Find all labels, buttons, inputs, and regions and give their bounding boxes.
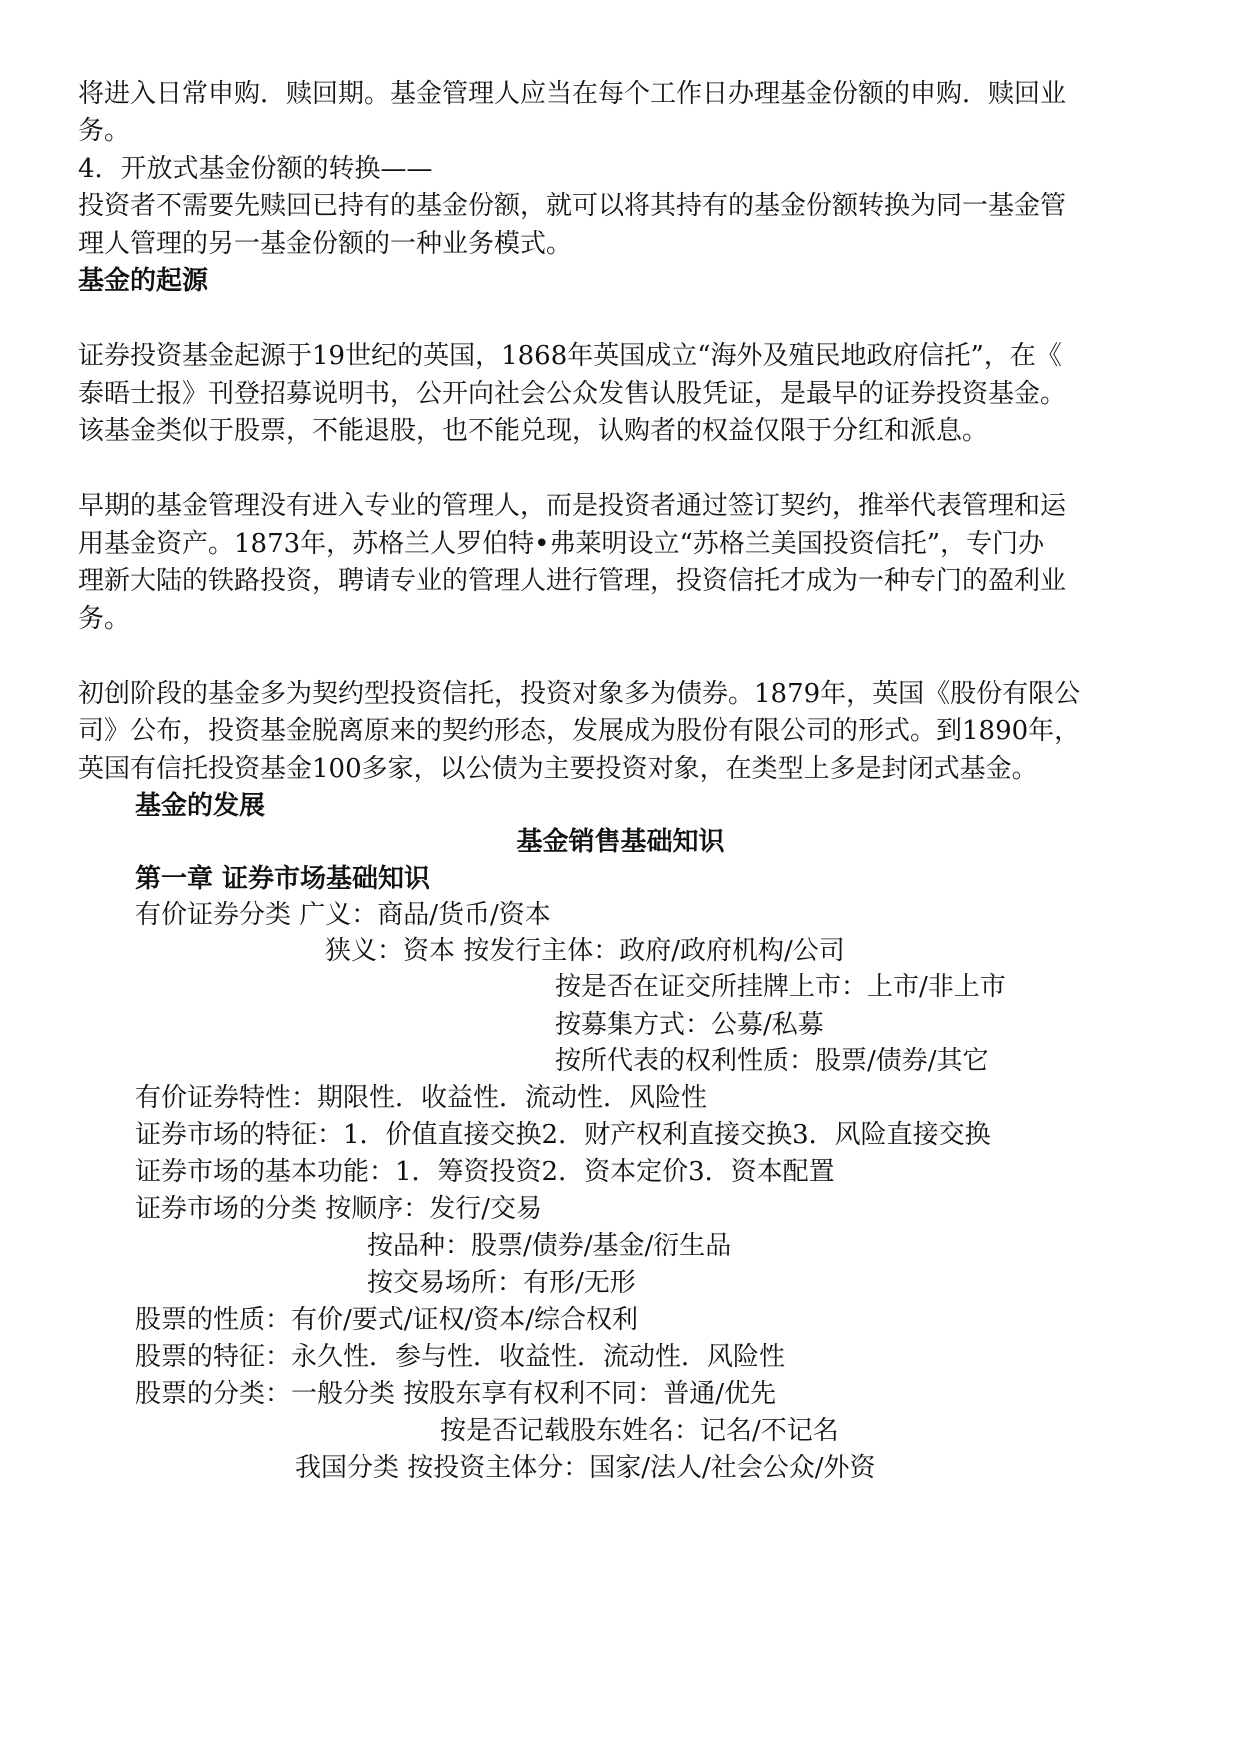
- note-line: 股票的分类：一般分类 按股东享有权利不同：普通/优先: [135, 1379, 777, 1409]
- document-title: 基金销售基础知识: [516, 827, 725, 857]
- section-heading-development: 基金的发展: [135, 791, 266, 821]
- note-line: 按募集方式：公募/私募: [555, 1010, 824, 1040]
- note-line: 有价证券分类 广义：商品/货币/资本: [135, 900, 551, 930]
- intro-line-5: 理人管理的另一基金份额的一种业务模式。: [78, 229, 573, 259]
- note-line: 狭义：资本 按发行主体：政府/政府机构/公司: [325, 936, 845, 966]
- note-line: 按是否记载股东姓名：记名/不记名: [440, 1416, 839, 1446]
- origin-p3-line: 初创阶段的基金多为契约型投资信托，投资对象多为债券。1879年，英国《股份有限公: [78, 679, 1081, 709]
- origin-p2-line: 理新大陆的铁路投资，聘请专业的管理人进行管理，投资信托才成为一种专门的盈利业: [78, 566, 1067, 596]
- note-line: 按交易场所：有形/无形: [367, 1268, 636, 1298]
- note-line: 我国分类 按投资主体分：国家/法人/社会公众/外资: [295, 1453, 876, 1483]
- note-line: 股票的性质：有价/要式/证权/资本/综合权利: [135, 1305, 639, 1335]
- origin-p1-line: 证券投资基金起源于19世纪的英国，1868年英国成立“海外及殖民地政府信托”，在《: [78, 341, 1062, 371]
- note-line: 按是否在证交所挂牌上市：上市/非上市: [555, 972, 1006, 1002]
- origin-p2-line: 用基金资产。1873年，苏格兰人罗伯特•弗莱明设立“苏格兰美国投资信托”，专门办: [78, 529, 1045, 559]
- origin-p2-line: 早期的基金管理没有进入专业的管理人，而是投资者通过签订契约，推举代表管理和运: [78, 491, 1067, 521]
- origin-p3-line: 司》公布，投资基金脱离原来的契约形态，发展成为股份有限公司的形式。到1890年，: [78, 716, 1081, 746]
- chapter-heading: 第一章 证券市场基础知识: [135, 864, 431, 894]
- note-line: 证券市场的特征：1．价值直接交换2．财产权利直接交换3．风险直接交换: [135, 1120, 991, 1150]
- origin-p3-line: 英国有信托投资基金100多家，以公债为主要投资对象，在类型上多是封闭式基金。: [78, 754, 1038, 784]
- section-heading-origin: 基金的起源: [78, 266, 209, 296]
- intro-line-4: 投资者不需要先赎回已持有的基金份额，就可以将其持有的基金份额转换为同一基金管: [78, 191, 1067, 221]
- note-line: 按品种：股票/债券/基金/衍生品: [367, 1231, 732, 1261]
- note-line: 股票的特征：永久性．参与性．收益性．流动性．风险性: [135, 1342, 786, 1372]
- note-line: 有价证券特性：期限性．收益性．流动性．风险性: [135, 1083, 708, 1113]
- origin-p2-line: 务。: [78, 604, 131, 634]
- intro-line-1: 将进入日常申购．赎回期。基金管理人应当在每个工作日办理基金份额的申购．赎回业: [78, 79, 1067, 109]
- note-line: 证券市场的基本功能：1．筹资投资2．资本定价3．资本配置: [135, 1157, 835, 1187]
- origin-p1-line: 泰晤士报》刊登招募说明书，公开向社会公众发售认股凭证，是最早的证券投资基金。: [78, 379, 1067, 409]
- origin-p1-line: 该基金类似于股票，不能退股，也不能兑现，认购者的权益仅限于分红和派息。: [78, 416, 989, 446]
- intro-line-2: 务。: [78, 116, 131, 146]
- intro-line-3: 4．开放式基金份额的转换——: [78, 154, 433, 184]
- note-line: 证券市场的分类 按顺序：发行/交易: [135, 1194, 543, 1224]
- note-line: 按所代表的权利性质：股票/债券/其它: [555, 1046, 989, 1076]
